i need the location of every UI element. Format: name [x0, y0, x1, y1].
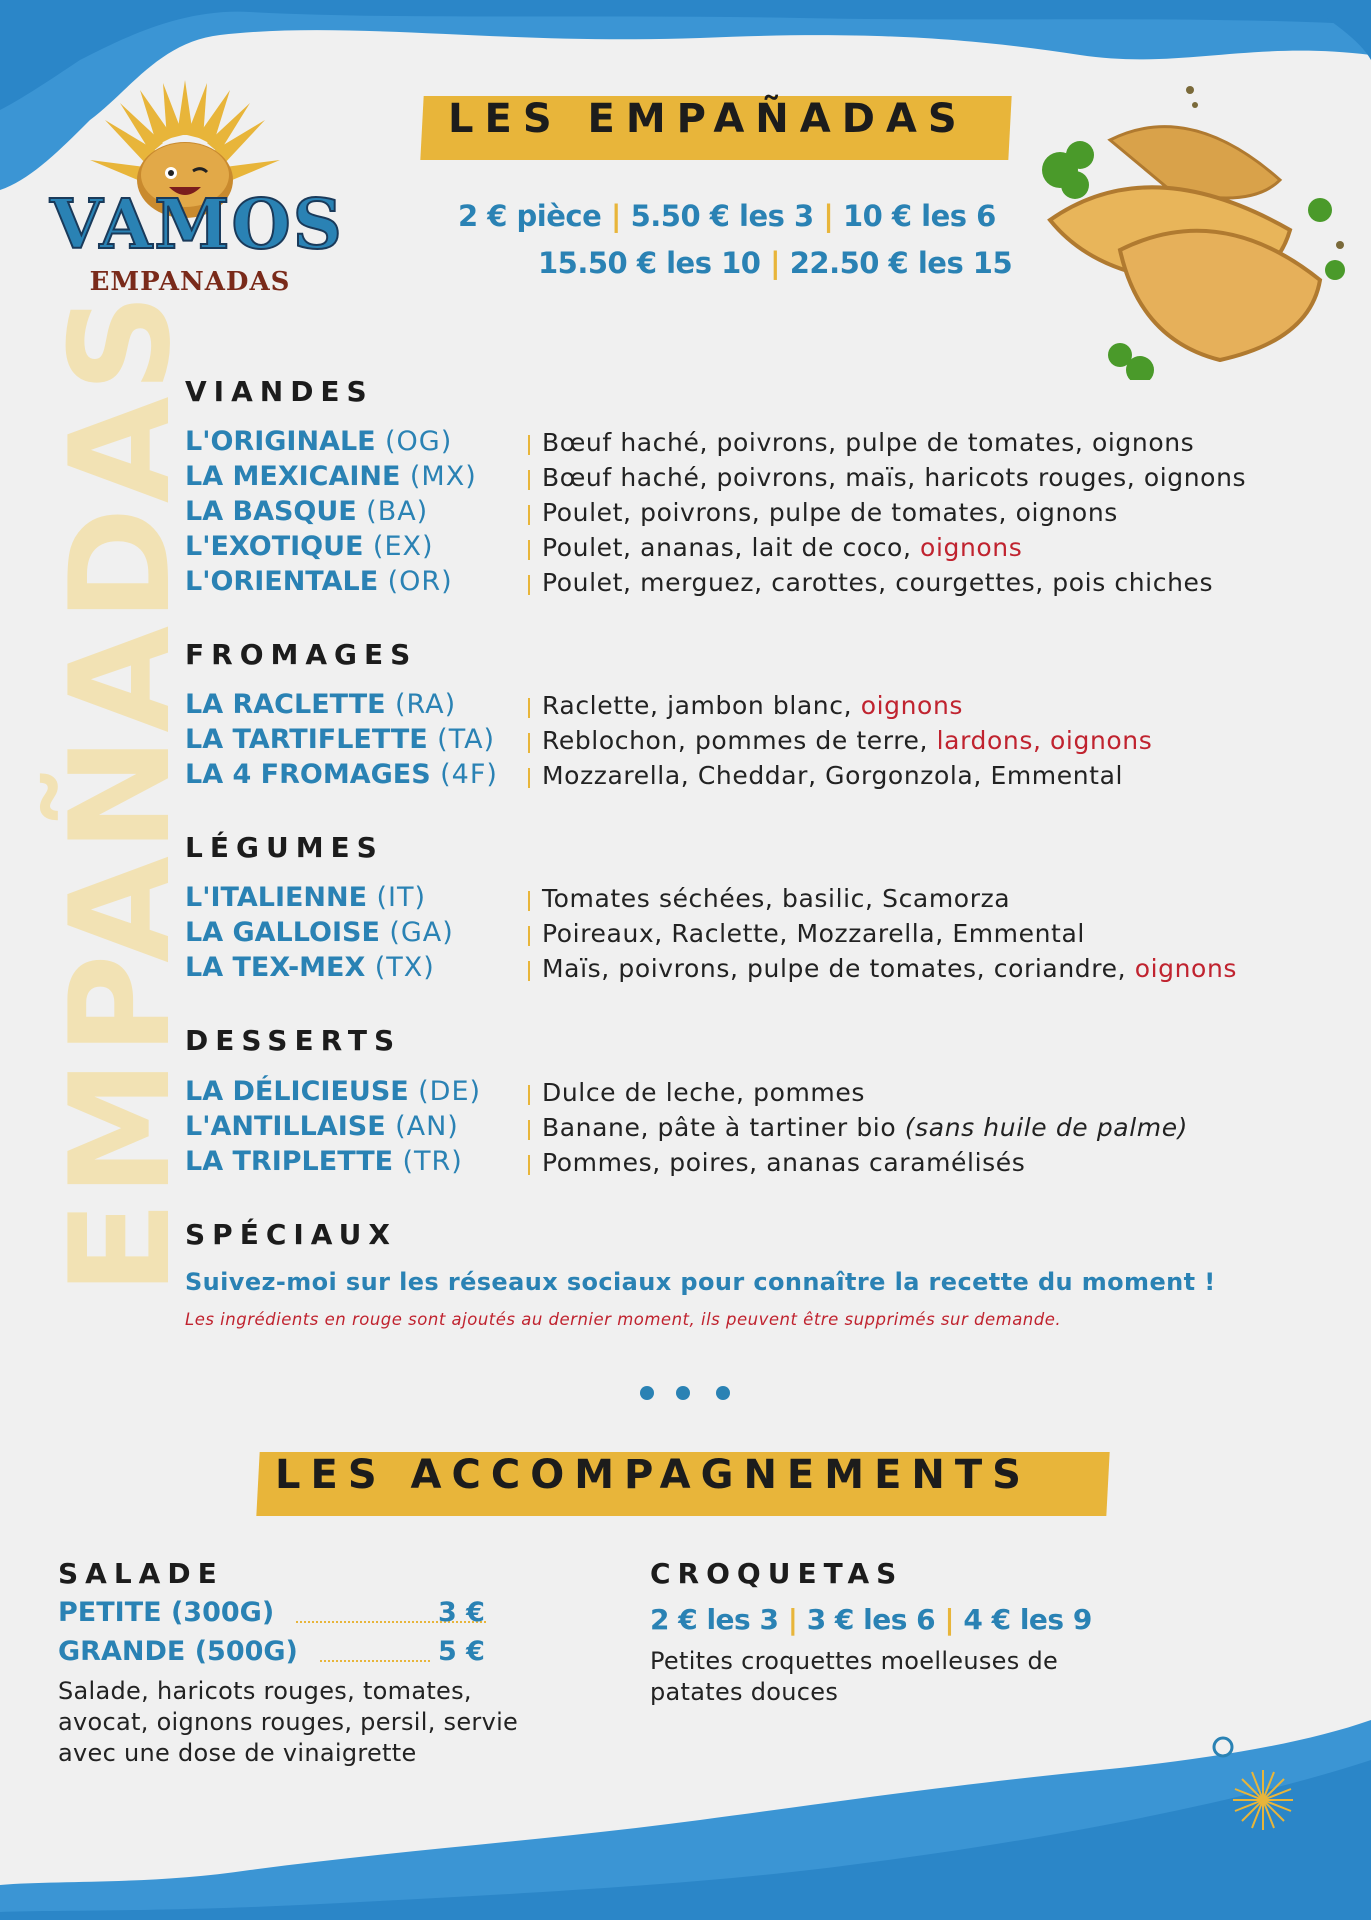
- separator-bar: [528, 1155, 530, 1175]
- separator-bar: [528, 1120, 530, 1140]
- accompagnements-title: LES ACCOMPAGNEMENTS: [275, 1452, 1031, 1498]
- divider-dot: [716, 1386, 730, 1400]
- salade-title: SALADE: [58, 1557, 224, 1590]
- sunburst-icon: [1228, 1765, 1298, 1835]
- price-line-2: 15.50 € les 10 | 22.50 € les 15: [538, 246, 1013, 280]
- item-desc: Bœuf haché, poivrons, maïs, haricots rouges, oignons: [542, 463, 1247, 492]
- croquetas-title: CROQUETAS: [650, 1557, 904, 1590]
- separator-bar: [528, 540, 530, 560]
- item-desc: Poulet, ananas, lait de coco, oignons: [542, 533, 1023, 562]
- item-desc: Banane, pâte à tartiner bio (sans huile de palme): [542, 1113, 1189, 1142]
- circle-icon: [1210, 1734, 1236, 1760]
- item-desc: Poulet, merguez, carottes, courgettes, pois chiches: [542, 568, 1214, 597]
- item-name: LA TARTIFLETTE (TA): [185, 724, 496, 755]
- separator-bar: [528, 470, 530, 490]
- item-desc: Reblochon, pommes de terre, lardons, oignons: [542, 726, 1153, 755]
- item-desc: Pommes, poires, ananas caramélisés: [542, 1148, 1026, 1177]
- separator-bar: [528, 768, 530, 788]
- item-name: LA TEX-MEX (TX): [185, 952, 435, 983]
- divider-dot: [640, 1386, 654, 1400]
- price-line-1: 2 € pièce | 5.50 € les 3 | 10 € les 6: [458, 199, 996, 233]
- croquetas-prices: 2 € les 3 | 3 € les 6 | 4 € les 9: [650, 1603, 1092, 1636]
- logo-sub: EMPANADAS: [89, 267, 291, 297]
- item-desc: Dulce de leche, pommes: [542, 1078, 865, 1107]
- logo: [40, 55, 344, 315]
- separator-bar: [528, 1085, 530, 1105]
- item-desc: Mozzarella, Cheddar, Gorgonzola, Emmental: [542, 761, 1124, 790]
- section-title-desserts: DESSERTS: [185, 1024, 402, 1057]
- empanadas-watermark: EMPAÑADAS: [40, 289, 201, 1295]
- item-name: L'ORIGINALE (OG): [185, 426, 453, 457]
- item-name: LA BASQUE (BA): [185, 496, 429, 527]
- item-name: L'EXOTIQUE (EX): [185, 531, 434, 562]
- section-title-speciaux: SPÉCIAUX: [185, 1218, 397, 1251]
- divider-dot: [676, 1386, 690, 1400]
- separator-bar: [528, 505, 530, 525]
- item-name: LA GALLOISE (GA): [185, 917, 454, 948]
- item-name: L'ANTILLAISE (AN): [185, 1111, 459, 1142]
- speciaux-text: Suivez-moi sur les réseaux sociaux pour connaître la recette du moment !: [185, 1268, 1216, 1296]
- page-title: LES EMPAÑADAS: [448, 96, 968, 142]
- item-name: L'ORIENTALE (OR): [185, 566, 453, 597]
- item-desc: Bœuf haché, poivrons, pulpe de tomates, oignons: [542, 428, 1195, 457]
- separator-bar: [528, 926, 530, 946]
- section-title-legumes: LÉGUMES: [185, 831, 384, 864]
- separator-bar: [528, 891, 530, 911]
- item-name: LA MEXICAINE (MX): [185, 461, 477, 492]
- separator-bar: [528, 961, 530, 981]
- item-name: LA 4 FROMAGES (4F): [185, 759, 498, 790]
- item-desc: Maïs, poivrons, pulpe de tomates, coriandre, oignons: [542, 954, 1238, 983]
- separator-bar: [528, 435, 530, 455]
- dot-leader: [320, 1660, 430, 1662]
- salade-item-petite: PETITE (300G) 3 €: [58, 1597, 485, 1628]
- logo-brand: VAMOS: [50, 185, 344, 265]
- section-title-viandes: VIANDES: [185, 375, 374, 408]
- croquetas-desc: Petites croquettes moelleuses de patates douces: [650, 1647, 1059, 1706]
- separator-bar: [528, 698, 530, 718]
- section-title-fromages: FROMAGES: [185, 638, 418, 671]
- item-desc: Poulet, poivrons, pulpe de tomates, oignons: [542, 498, 1118, 527]
- item-desc: Tomates séchées, basilic, Scamorza: [542, 884, 1011, 913]
- empanada-illustration-icon: [1020, 80, 1360, 380]
- item-name: LA RACLETTE (RA): [185, 689, 457, 720]
- item-name: LA DÉLICIEUSE (DE): [185, 1076, 482, 1107]
- separator-bar: [528, 733, 530, 753]
- salade-item-grande: GRANDE (500G) 5 €: [58, 1636, 485, 1667]
- item-name: L'ITALIENNE (IT): [185, 882, 427, 913]
- item-name: LA TRIPLETTE (TR): [185, 1146, 463, 1177]
- item-desc: Raclette, jambon blanc, oignons: [542, 691, 964, 720]
- salade-desc: Salade, haricots rouges, tomates, avocat, oignons rouges, persil, servie avec une dose de vinaigrette: [58, 1677, 519, 1767]
- separator-bar: [528, 575, 530, 595]
- item-desc: Poireaux, Raclette, Mozzarella, Emmental: [542, 919, 1085, 948]
- speciaux-note: Les ingrédients en rouge sont ajoutés au dernier moment, ils peuvent être supprimés sur demande.: [185, 1310, 1062, 1329]
